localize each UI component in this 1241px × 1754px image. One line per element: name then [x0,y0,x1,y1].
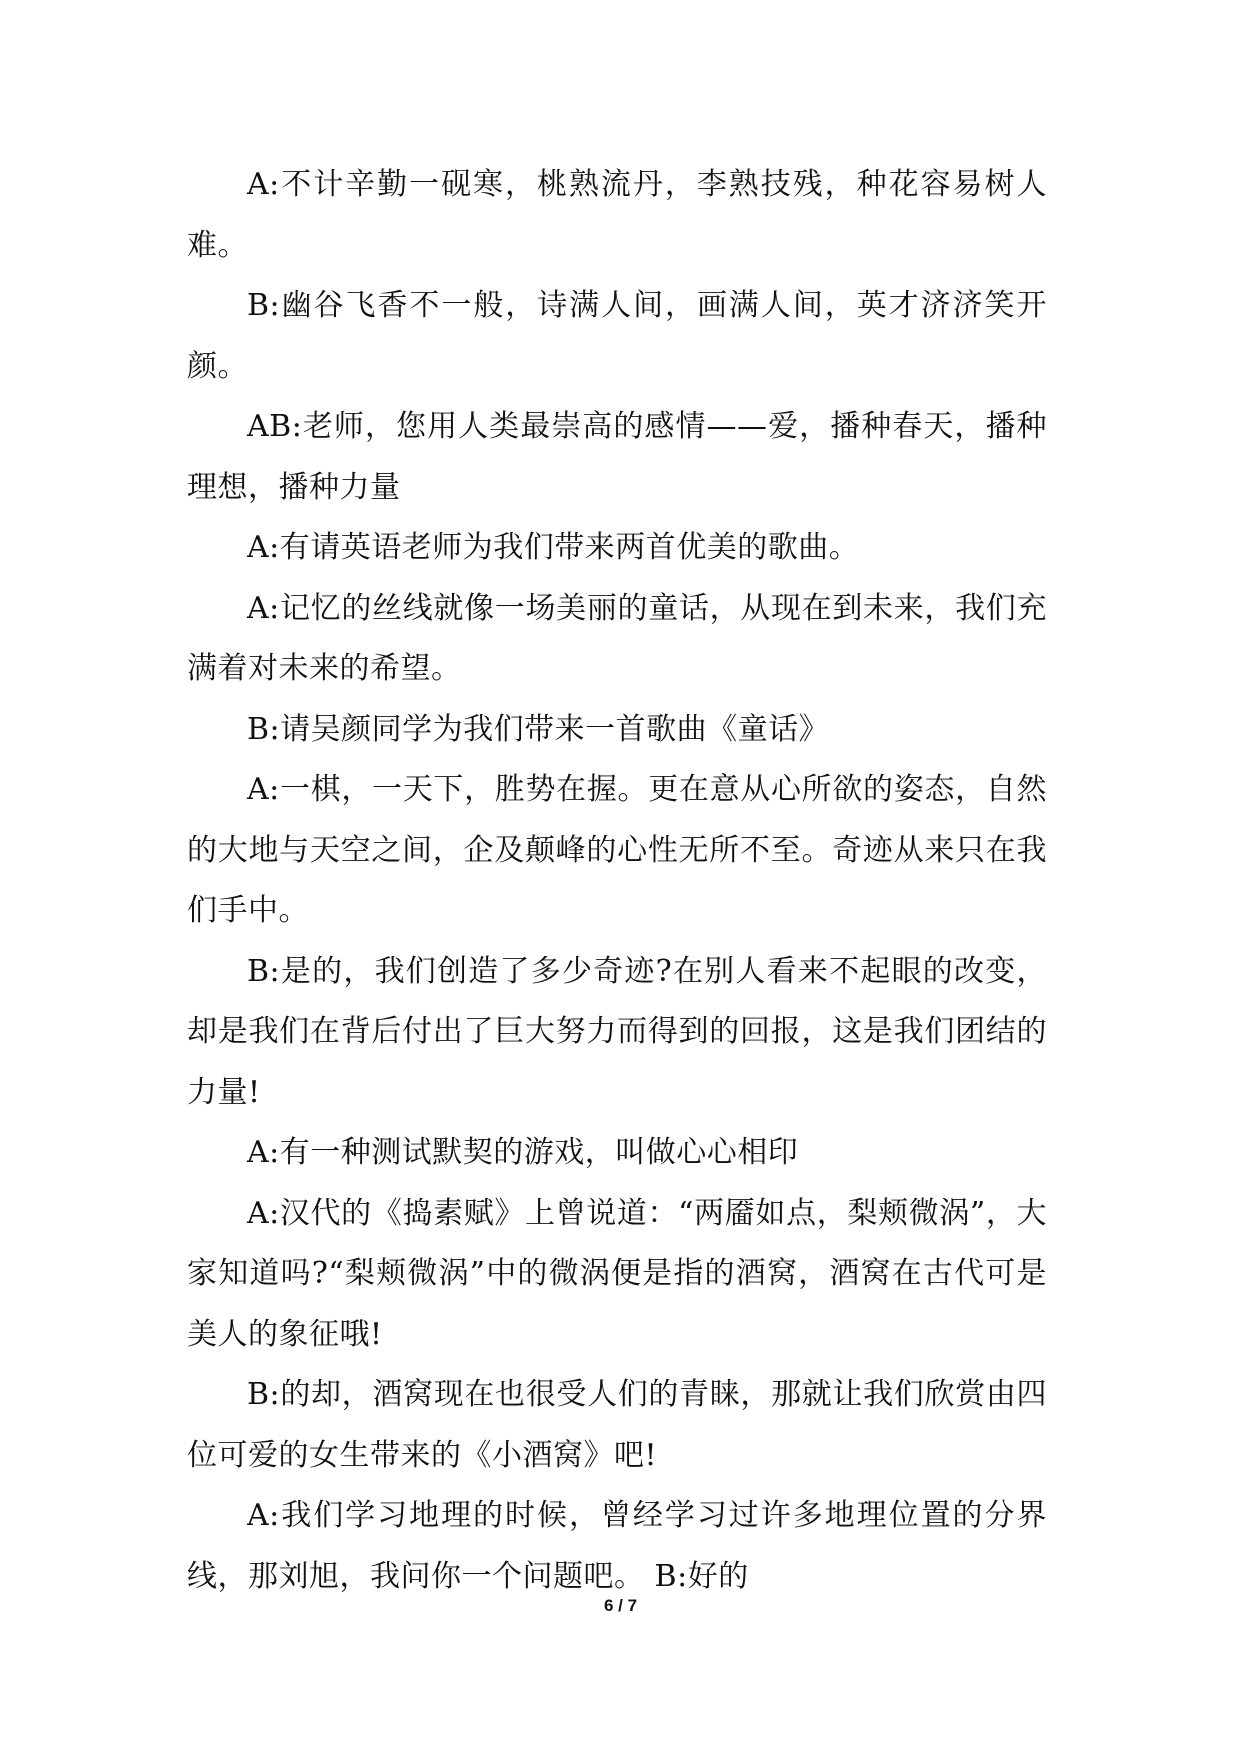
paragraph: AB:老师，您用人类最崇高的感情——爱，播种春天，播种理想，播种力量 [187,409,1047,505]
paragraph: A:有一种测试默契的游戏，叫做心心相印 [247,1135,799,1170]
paragraph: B:请吴颜同学为我们带来一首歌曲《童话》 [247,711,830,747]
paragraph: A:一棋，一天下，胜势在握。更在意从心所欲的姿态，自然的大地与天空之间，企及颠峰的心性无所不至。奇迹从来只在我们手中。 [187,772,1047,928]
paragraph: A:有请英语老师为我们带来两首优美的歌曲。 [247,530,860,565]
paragraph: B:是的，我们创造了多少奇迹?在别人看来不起眼的改变，却是我们在背后付出了巨大努力而得到的回报，这是我们团结的力量! [187,953,1047,1110]
paragraph: A:记忆的丝线就像一场美丽的童话，从现在到未来，我们充满着对未来的希望。 [187,590,1047,686]
paragraph: A:我们学习地理的时候，曾经学习过许多地理位置的分界线，那刘旭，我问你一个问题吧。 B:好的 [187,1498,1047,1594]
paragraph: A:汉代的《捣素赋》上曾说道：“两靥如点，梨颊微涡”，大家知道吗?“梨颊微涡”中的微涡便是指的酒窝，酒窝在古代可是美人的象征哦! [187,1195,1047,1352]
paragraph: B:幽谷飞香不一般，诗满人间，画满人间，英才济济笑开颜。 [187,288,1047,384]
page-number: 6 / 7 [603,1596,638,1615]
paragraph: B:的却，酒窝现在也很受人们的青睐，那就让我们欣赏由四位可爱的女生带来的《小酒窝》吧! [187,1377,1047,1473]
paragraph: A:不计辛勤一砚寒，桃熟流丹，李熟技残，种花容易树人难。 [187,167,1047,263]
body-text [187,155,1047,1607]
